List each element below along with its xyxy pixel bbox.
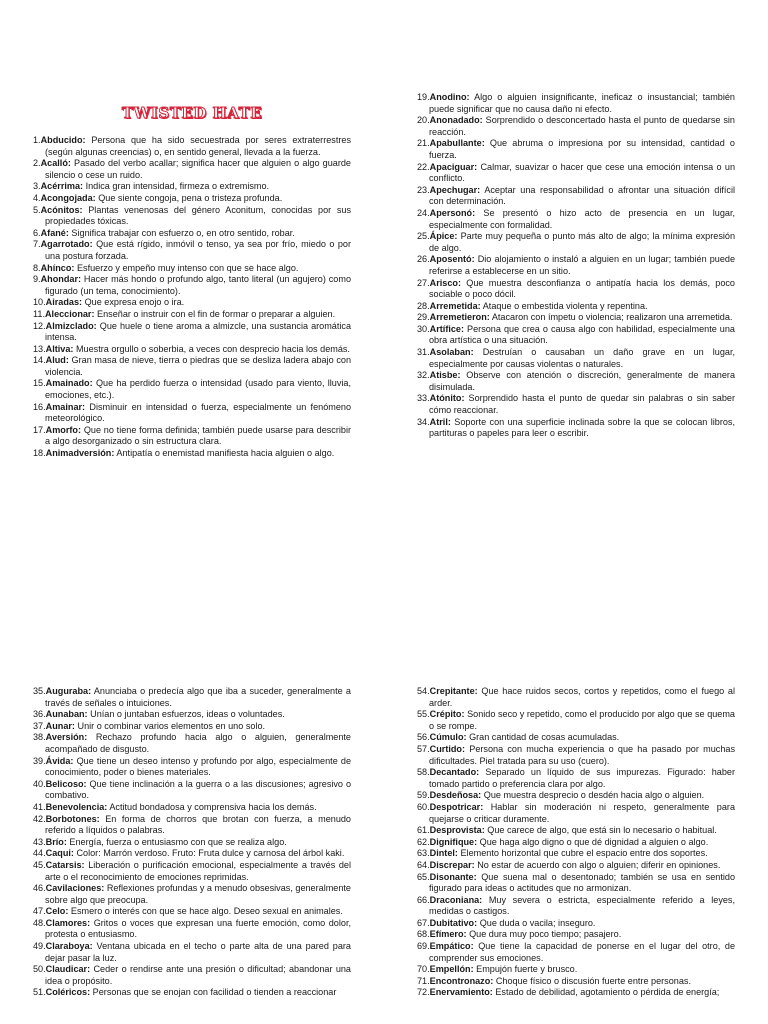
glossary-entry (417, 744, 735, 767)
entry-definition: No estar de acuerdo con algo o alguien; diferir en opiniones. (477, 859, 721, 870)
entry-term: Ávida: (45, 755, 74, 766)
glossary-entry (417, 115, 735, 138)
entry-number: 16. (33, 401, 46, 412)
entry-definition: Que no tiene forma definida; también puede usarse para describir a algo desorganizado o sin estructura clara. (45, 424, 352, 447)
glossary-entry (33, 321, 351, 344)
entry-number: 63. (417, 848, 430, 859)
entry-number: 72. (417, 987, 430, 998)
entry-number: 43. (33, 836, 46, 847)
entry-definition: Sorprendido hasta el punto de quedar sin palabras o sin saber cómo reaccionar. (429, 393, 735, 416)
glossary-entry (417, 860, 735, 872)
entry-number: 15. (33, 378, 46, 389)
entry-definition: Rechazo profundo hacia algo o alguien, generalmente acompañado de disgusto. (45, 732, 351, 754)
entry-number: 68. (417, 929, 430, 940)
glossary-entry (417, 92, 735, 115)
entry-number: 14. (33, 355, 46, 366)
entry-number: 22. (417, 161, 430, 172)
entry-number: 26. (417, 254, 430, 265)
entry-term: Aunaban: (45, 709, 88, 720)
glossary-entry (417, 231, 735, 254)
entry-number: 28. (417, 300, 430, 311)
entry-definition: Que haga algo digno o que dé dignidad a alguien o algo. (479, 836, 709, 847)
entry-definition: Gritos o voces que expresan una fuerte emoción, como dolor, protesta o entusiasmo. (45, 917, 351, 940)
entry-definition: Dio alojamiento o instaló a alguien en un lugar; también puede referirse a establecerse en un sitio. (429, 254, 736, 276)
entry-term: Dignifique: (429, 836, 478, 847)
entry-number: 23. (417, 184, 430, 195)
entry-number: 69. (417, 941, 430, 952)
entry-definition: Color: Marrón verdoso. Fruto: Fruta dulce y carnosa del árbol kaki. (76, 848, 345, 859)
entry-definition: Muestra orgullo o soberbia, a veces con desprecio hacia los demás. (75, 343, 350, 354)
entry-term: Artífice: (429, 323, 465, 334)
entry-number: 35. (33, 686, 46, 696)
entry-number: 70. (417, 964, 430, 975)
glossary-entry (417, 732, 735, 744)
entry-term: Dintel: (429, 848, 458, 859)
glossary-entry (33, 883, 351, 906)
entry-term: Desdeñosa: (429, 790, 482, 801)
entry-term: Anonadado: (429, 115, 483, 126)
entry-definition: Que expresa enojo o ira. (84, 297, 185, 308)
entry-number: 13. (33, 343, 46, 354)
entry-definition: Sonido seco y repetido, como el producido por algo que se quema o se rompe. (429, 709, 735, 731)
glossary-entry (33, 448, 351, 460)
glossary-entry (417, 709, 735, 732)
entry-definition: Unían o juntaban esfuerzos, ideas o voluntades. (90, 709, 285, 720)
entry-term: Benevolencia: (45, 801, 108, 812)
entry-definition: Estado de debilidad, agotamiento o pérdida de energía; (495, 987, 720, 998)
entry-term: Enervamiento: (429, 987, 493, 998)
glossary-entry (417, 208, 735, 231)
entry-number: 21. (417, 138, 430, 149)
entry-definition: Que tiene la capacidad de ponerse en el lugar del otro, de comprender sus emociones. (429, 941, 735, 963)
entry-term: Despotricar: (429, 801, 484, 812)
entry-term: Arremetieron: (429, 312, 490, 323)
entry-term: Coléricos: (45, 987, 91, 998)
entry-term: Borbotones: (45, 813, 100, 824)
glossary-entry (417, 790, 735, 802)
entry-term: Airadas: (45, 297, 83, 308)
entry-term: Acérrima: (40, 181, 84, 192)
entry-term: Anodino: (429, 92, 470, 102)
entry-number: 18. (33, 448, 46, 459)
glossary-entry (33, 309, 351, 321)
glossary-entry (33, 297, 351, 309)
entry-number: 17. (33, 424, 46, 435)
glossary-entry (417, 301, 735, 313)
entry-definition: Ventana ubicada en el techo o parte alta de una pared para dejar pasar la luz. (45, 941, 351, 963)
entry-term: Abducido: (40, 135, 86, 145)
entry-term: Almizclado: (45, 320, 97, 331)
entry-term: Ápice: (429, 231, 458, 242)
entry-number: 50. (33, 964, 46, 975)
glossary-entry (417, 987, 735, 999)
glossary-entry (417, 929, 735, 941)
entry-term: Altiva: (45, 343, 74, 354)
entry-definition: Observe con atención o discreción, generalmente de manera disimulada. (429, 370, 736, 392)
glossary-entry (33, 355, 351, 378)
entry-number: 27. (417, 277, 430, 288)
glossary-entry (417, 370, 735, 393)
entry-term: Aleccionar: (44, 308, 95, 319)
entry-number: 48. (33, 917, 46, 928)
entry-term: Dubitativo: (429, 917, 478, 928)
entry-definition: Que dura muy poco tiempo; pasajero. (469, 929, 622, 940)
entry-term: Brío: (45, 836, 67, 847)
glossary-entry (33, 686, 351, 709)
entry-definition: Destruían o causaban un daño grave en un lugar, especialmente por causas violentas o naturales. (429, 347, 736, 369)
entry-number: 12. (33, 320, 46, 331)
entry-term: Animadversión: (45, 448, 115, 459)
entry-number: 11. (33, 308, 45, 319)
entry-term: Crépito: (429, 709, 465, 720)
entry-definition: Enseñar o instruir con el fin de formar o preparar a alguien. (97, 308, 336, 319)
entry-term: Aposentó: (429, 254, 475, 265)
glossary-entry (417, 185, 735, 208)
entry-definition: Se presentó o hizo acto de presencia en un lugar, especialmente con formalidad. (429, 207, 736, 230)
entry-term: Ahondar: (40, 274, 82, 285)
entry-definition: Que suena mal o desentonado; también se usa en sentido figurado para ideas o actitudes que no armonizan. (429, 871, 736, 894)
entry-definition: Que muestra desconfianza o antipatía hacia los demás, poco sociable o poco dócil. (429, 277, 735, 300)
entry-number: 24. (417, 207, 430, 218)
glossary-column-bottom-left (33, 686, 351, 999)
glossary-column-top-right (417, 92, 735, 440)
entry-definition: Empujón fuerte y brusco. (476, 964, 578, 975)
glossary-entry (417, 278, 735, 301)
glossary-entry (417, 848, 735, 860)
entry-number: 47. (33, 906, 46, 917)
glossary-entry (417, 347, 735, 370)
entry-definition: Choque físico o discusión fuerte entre personas. (495, 975, 691, 986)
entry-term: Encontronazo: (429, 975, 494, 986)
entry-number: 59. (417, 790, 430, 801)
entry-term: Empático: (429, 941, 474, 952)
entry-term: Atisbe: (429, 370, 461, 381)
entry-number: 8. (33, 262, 41, 273)
entry-definition: Plantas venenosas del género Aconitum, conocidas por sus propiedades tóxicas. (45, 204, 351, 227)
entry-term: Belicoso: (45, 778, 87, 789)
glossary-entry (33, 205, 351, 228)
entry-number: 40. (33, 778, 46, 789)
glossary-entry (33, 263, 351, 275)
entry-number: 10. (33, 297, 46, 308)
glossary-entry (417, 976, 735, 988)
entry-term: Curtido: (429, 743, 466, 754)
glossary-entry (33, 239, 351, 262)
glossary-entry (33, 906, 351, 918)
glossary-entry (33, 987, 351, 999)
entry-number: 36. (33, 709, 46, 720)
glossary-column-top-left (33, 135, 351, 460)
entry-term: Atril: (429, 416, 451, 427)
entry-number: 60. (417, 801, 430, 812)
entry-number: 58. (417, 767, 430, 778)
entry-definition: Parte muy pequeña o punto más alto de algo; la mínima expresión de algo. (429, 231, 735, 253)
entry-number: 67. (417, 917, 430, 928)
entry-term: Arremetida: (429, 300, 481, 311)
entry-definition: Persona que ha sido secuestrada por seres extraterrestres (según algunas creencias) o, en sentido general, llevada a la fuerza. (45, 135, 351, 157)
entry-term: Arisco: (429, 277, 461, 288)
entry-definition: Que carece de algo, que está sin lo necesario o habitual. (487, 825, 717, 836)
entry-definition: Actitud bondadosa y comprensiva hacia los demás. (109, 801, 317, 812)
entry-term: Desprovista: (429, 825, 485, 836)
glossary-entry (417, 872, 735, 895)
entry-definition: Liberación o purificación emocional, especialmente a través del arte o el reconocimiento de emociones reprimidas. (45, 859, 351, 882)
entry-definition: Gran masa de nieve, tierra o piedras que se desliza ladera abajo con violencia. (45, 355, 352, 377)
glossary-entry (33, 814, 351, 837)
glossary-entry (417, 254, 735, 277)
glossary-entry (33, 918, 351, 941)
entry-number: 38. (33, 732, 46, 743)
entry-definition: Sorprendido o desconcertado hasta el punto de quedarse sin reacción. (429, 115, 735, 137)
entry-term: Cavilaciones: (45, 883, 105, 894)
glossary-entry (33, 158, 351, 181)
entry-definition: Calmar, suavizar o hacer que cese una emoción intensa o un conflicto. (429, 161, 735, 184)
entry-term: Draconiana: (429, 894, 483, 905)
entry-term: Decantado: (429, 767, 480, 778)
glossary-entry (417, 802, 735, 825)
entry-definition: Soporte con una superficie inclinada sobre la que se colocan libros, partituras o papeles para leer o escribir. (429, 416, 735, 439)
entry-term: Crepitante: (429, 686, 478, 696)
glossary-entry (33, 860, 351, 883)
entry-number: 31. (417, 347, 430, 358)
entry-definition: Personas que se enojan con facilidad o tienden a reaccionar (92, 987, 337, 998)
entry-definition: Persona que crea o causa algo con habilidad, especialmente una obra artística o una situación. (429, 323, 735, 346)
entry-term: Acónitos: (40, 204, 83, 215)
glossary-entry (33, 402, 351, 425)
entry-term: Clamores: (45, 917, 91, 928)
entry-definition: Que siente congoja, pena o tristeza profunda. (98, 192, 283, 203)
entry-number: 57. (417, 743, 430, 754)
entry-definition: Esmero o interés con que se hace algo. Deseo sexual en animales. (70, 906, 343, 917)
entry-term: Apaciguar: (429, 161, 478, 172)
glossary-column-bottom-right (417, 686, 735, 999)
entry-number: 39. (33, 755, 46, 766)
glossary-entry (33, 802, 351, 814)
entry-number: 45. (33, 859, 46, 870)
entry-definition: Algo o alguien insignificante, ineficaz o insustancial; también puede significar que no causa daño ni efecto. (429, 92, 735, 114)
entry-term: Amorfo: (45, 424, 82, 435)
entry-number: 25. (417, 231, 430, 242)
entry-number: 49. (33, 941, 46, 952)
entry-number: 44. (33, 848, 46, 859)
entry-term: Ahínco: (40, 262, 75, 273)
entry-number: 34. (417, 416, 430, 427)
entry-number: 32. (417, 370, 430, 381)
entry-definition: Ceder o rendirse ante una presión o dificultad; abandonar una idea o propósito. (45, 964, 351, 986)
glossary-entry (417, 767, 735, 790)
entry-definition: Que hace ruidos secos, cortos y repetidos, como el fuego al arder. (429, 686, 735, 708)
entry-definition: Atacaron con ímpetu o violencia; realizaron una arremetida. (491, 312, 733, 323)
entry-term: Aversión: (45, 732, 88, 743)
document-title: TWISTED HATE (121, 104, 263, 122)
glossary-entry (33, 756, 351, 779)
entry-term: Agarrotado: (40, 239, 93, 250)
entry-term: Catarsis: (45, 859, 85, 870)
glossary-entry (33, 848, 351, 860)
entry-number: 1. (33, 135, 41, 145)
glossary-entry (417, 312, 735, 324)
entry-number: 4. (33, 192, 41, 203)
entry-number: 61. (417, 825, 430, 836)
entry-number: 71. (417, 975, 430, 986)
entry-definition: Que abruma o impresiona por su intensidad, cantidad o fuerza. (429, 138, 735, 160)
entry-number: 7. (33, 239, 41, 250)
entry-number: 6. (33, 227, 41, 238)
entry-number: 56. (417, 732, 430, 743)
glossary-entry (417, 964, 735, 976)
entry-definition: Que está rígido, inmóvil o tenso, ya sea por frío, miedo o por una postura forzada. (45, 239, 351, 261)
glossary-entry (417, 941, 735, 964)
entry-term: Efímero: (429, 929, 467, 940)
entry-term: Cúmulo: (429, 732, 467, 743)
entry-definition: Reflexiones profundas y a menudo obsesivas, generalmente sobre algo que preocupa. (45, 883, 351, 905)
entry-number: 37. (33, 720, 46, 731)
entry-definition: Indica gran intensidad, firmeza o extremismo. (85, 181, 270, 192)
entry-number: 33. (417, 393, 430, 404)
entry-number: 30. (417, 323, 430, 334)
entry-definition: Disminuir en intensidad o fuerza, especialmente un fenómeno meteorológico. (45, 401, 352, 424)
entry-term: Asolaban: (429, 347, 474, 358)
entry-term: Celo: (45, 906, 69, 917)
entry-term: Aunar: (45, 720, 75, 731)
glossary-entry (33, 193, 351, 205)
glossary-entry (33, 344, 351, 356)
glossary-entry (33, 721, 351, 733)
glossary-entry (33, 181, 351, 193)
glossary-entry (417, 324, 735, 347)
entry-definition: Gran cantidad de cosas acumuladas. (469, 732, 620, 743)
entry-number: 5. (33, 204, 41, 215)
entry-number: 19. (417, 92, 430, 102)
entry-term: Claraboya: (45, 941, 93, 952)
entry-number: 64. (417, 859, 430, 870)
entry-number: 29. (417, 312, 430, 323)
entry-number: 20. (417, 115, 430, 126)
entry-definition: Significa trabajar con esfuerzo o, en otro sentido, robar. (71, 227, 295, 238)
entry-definition: Ataque o embestida violenta y repentina. (482, 300, 648, 311)
entry-number: 66. (417, 894, 430, 905)
entry-term: Apersonó: (429, 207, 476, 218)
glossary-entry (417, 918, 735, 930)
entry-definition: Que ha perdido fuerza o intensidad (usado para viento, lluvia, emociones, etc.). (45, 378, 352, 401)
entry-number: 3. (33, 181, 41, 192)
glossary-entry (417, 895, 735, 918)
entry-definition: Elemento horizontal que cubre el espacio entre dos soportes. (460, 848, 708, 859)
entry-definition: Que tiene un deseo intenso y profundo por algo, especialmente de conocimiento, poder o bienes materiales. (45, 755, 351, 778)
entry-number: 62. (417, 836, 430, 847)
entry-number: 46. (33, 883, 46, 894)
entry-number: 41. (33, 801, 46, 812)
entry-definition: Pasado del verbo acallar; significa hacer que alguien o algo guarde silencio o cese un ruido. (45, 158, 351, 180)
entry-term: Apabullante: (429, 138, 485, 149)
entry-number: 2. (33, 158, 41, 169)
entry-definition: Hablar sin moderación ni respeto, generalmente para quejarse o criticar duramente. (429, 801, 736, 824)
glossary-entry (33, 135, 351, 158)
entry-term: Amainado: (45, 378, 93, 389)
glossary-entry (417, 837, 735, 849)
entry-definition: Antipatía o enemistad manifiesta hacia alguien o algo. (116, 448, 335, 459)
entry-definition: Anunciaba o predecía algo que iba a suceder, generalmente a través de señales o intuiciones. (45, 686, 351, 708)
glossary-entry (33, 779, 351, 802)
entry-term: Afané: (40, 227, 69, 238)
entry-definition: Aceptar una responsabilidad o afrontar una situación difícil con determinación. (429, 184, 736, 207)
glossary-entry (33, 964, 351, 987)
entry-definition: Persona con mucha experiencia o que ha pasado por muchas dificultades. Piel tratada para su uso (cuero). (429, 743, 735, 766)
glossary-entry (33, 709, 351, 721)
entry-number: 51. (33, 987, 46, 998)
glossary-entry (417, 686, 735, 709)
entry-definition: En forma de chorros que brotan con fuerza, a menudo referido a líquidos o palabras. (45, 813, 351, 836)
entry-definition: Separado un líquido de sus impurezas. Figurado: haber tomado partido o preferencia clara por algo. (429, 767, 736, 789)
entry-term: Acongojada: (40, 192, 96, 203)
entry-term: Atónito: (429, 393, 465, 404)
entry-definition: Energía, fuerza o entusiasmo con que se realiza algo. (69, 836, 287, 847)
entry-number: 65. (417, 871, 430, 882)
entry-definition: Esfuerzo y empeño muy intenso con que se hace algo. (76, 262, 299, 273)
glossary-entry (33, 228, 351, 240)
glossary-entry (33, 732, 351, 755)
entry-definition: Que duda o vacila; inseguro. (479, 917, 596, 928)
entry-term: Amainar: (45, 401, 86, 412)
glossary-entry (417, 393, 735, 416)
entry-number: 9. (33, 274, 41, 285)
glossary-entry (417, 138, 735, 161)
entry-term: Caqui: (45, 848, 74, 859)
entry-definition: Que huele o tiene aroma a almizcle, una sustancia aromática intensa. (45, 320, 351, 343)
glossary-entry (417, 825, 735, 837)
entry-definition: Muy severa o estricta, especialmente referido a leyes, medidas o castigos. (429, 894, 735, 917)
entry-number: 55. (417, 709, 430, 720)
glossary-entry (33, 941, 351, 964)
entry-definition: Hacer más hondo o profundo algo, tanto literal (un agujero) como figurado (un tema, conocimiento). (45, 274, 351, 296)
entry-definition: Que muestra desprecio o desdén hacia algo o alguien. (483, 790, 705, 801)
entry-number: 42. (33, 813, 46, 824)
entry-number: 54. (417, 686, 430, 696)
entry-term: Alud: (45, 355, 69, 366)
entry-term: Discrepar: (429, 859, 475, 870)
glossary-entry (33, 837, 351, 849)
glossary-entry (417, 162, 735, 185)
glossary-entry (33, 378, 351, 401)
entry-term: Empellón: (429, 964, 474, 975)
entry-term: Acalló: (40, 158, 71, 169)
entry-definition: Unir o combinar varios elementos en uno solo. (77, 720, 266, 731)
entry-term: Claudicar: (45, 964, 91, 975)
entry-term: Auguraba: (45, 686, 92, 696)
glossary-entry (33, 425, 351, 448)
glossary-entry (33, 274, 351, 297)
entry-term: Apechugar: (429, 184, 481, 195)
entry-definition: Que tiene inclinación a la guerra o a las discusiones; agresivo o combativo. (45, 778, 351, 801)
glossary-entry (417, 417, 735, 440)
entry-term: Disonante: (429, 871, 477, 882)
